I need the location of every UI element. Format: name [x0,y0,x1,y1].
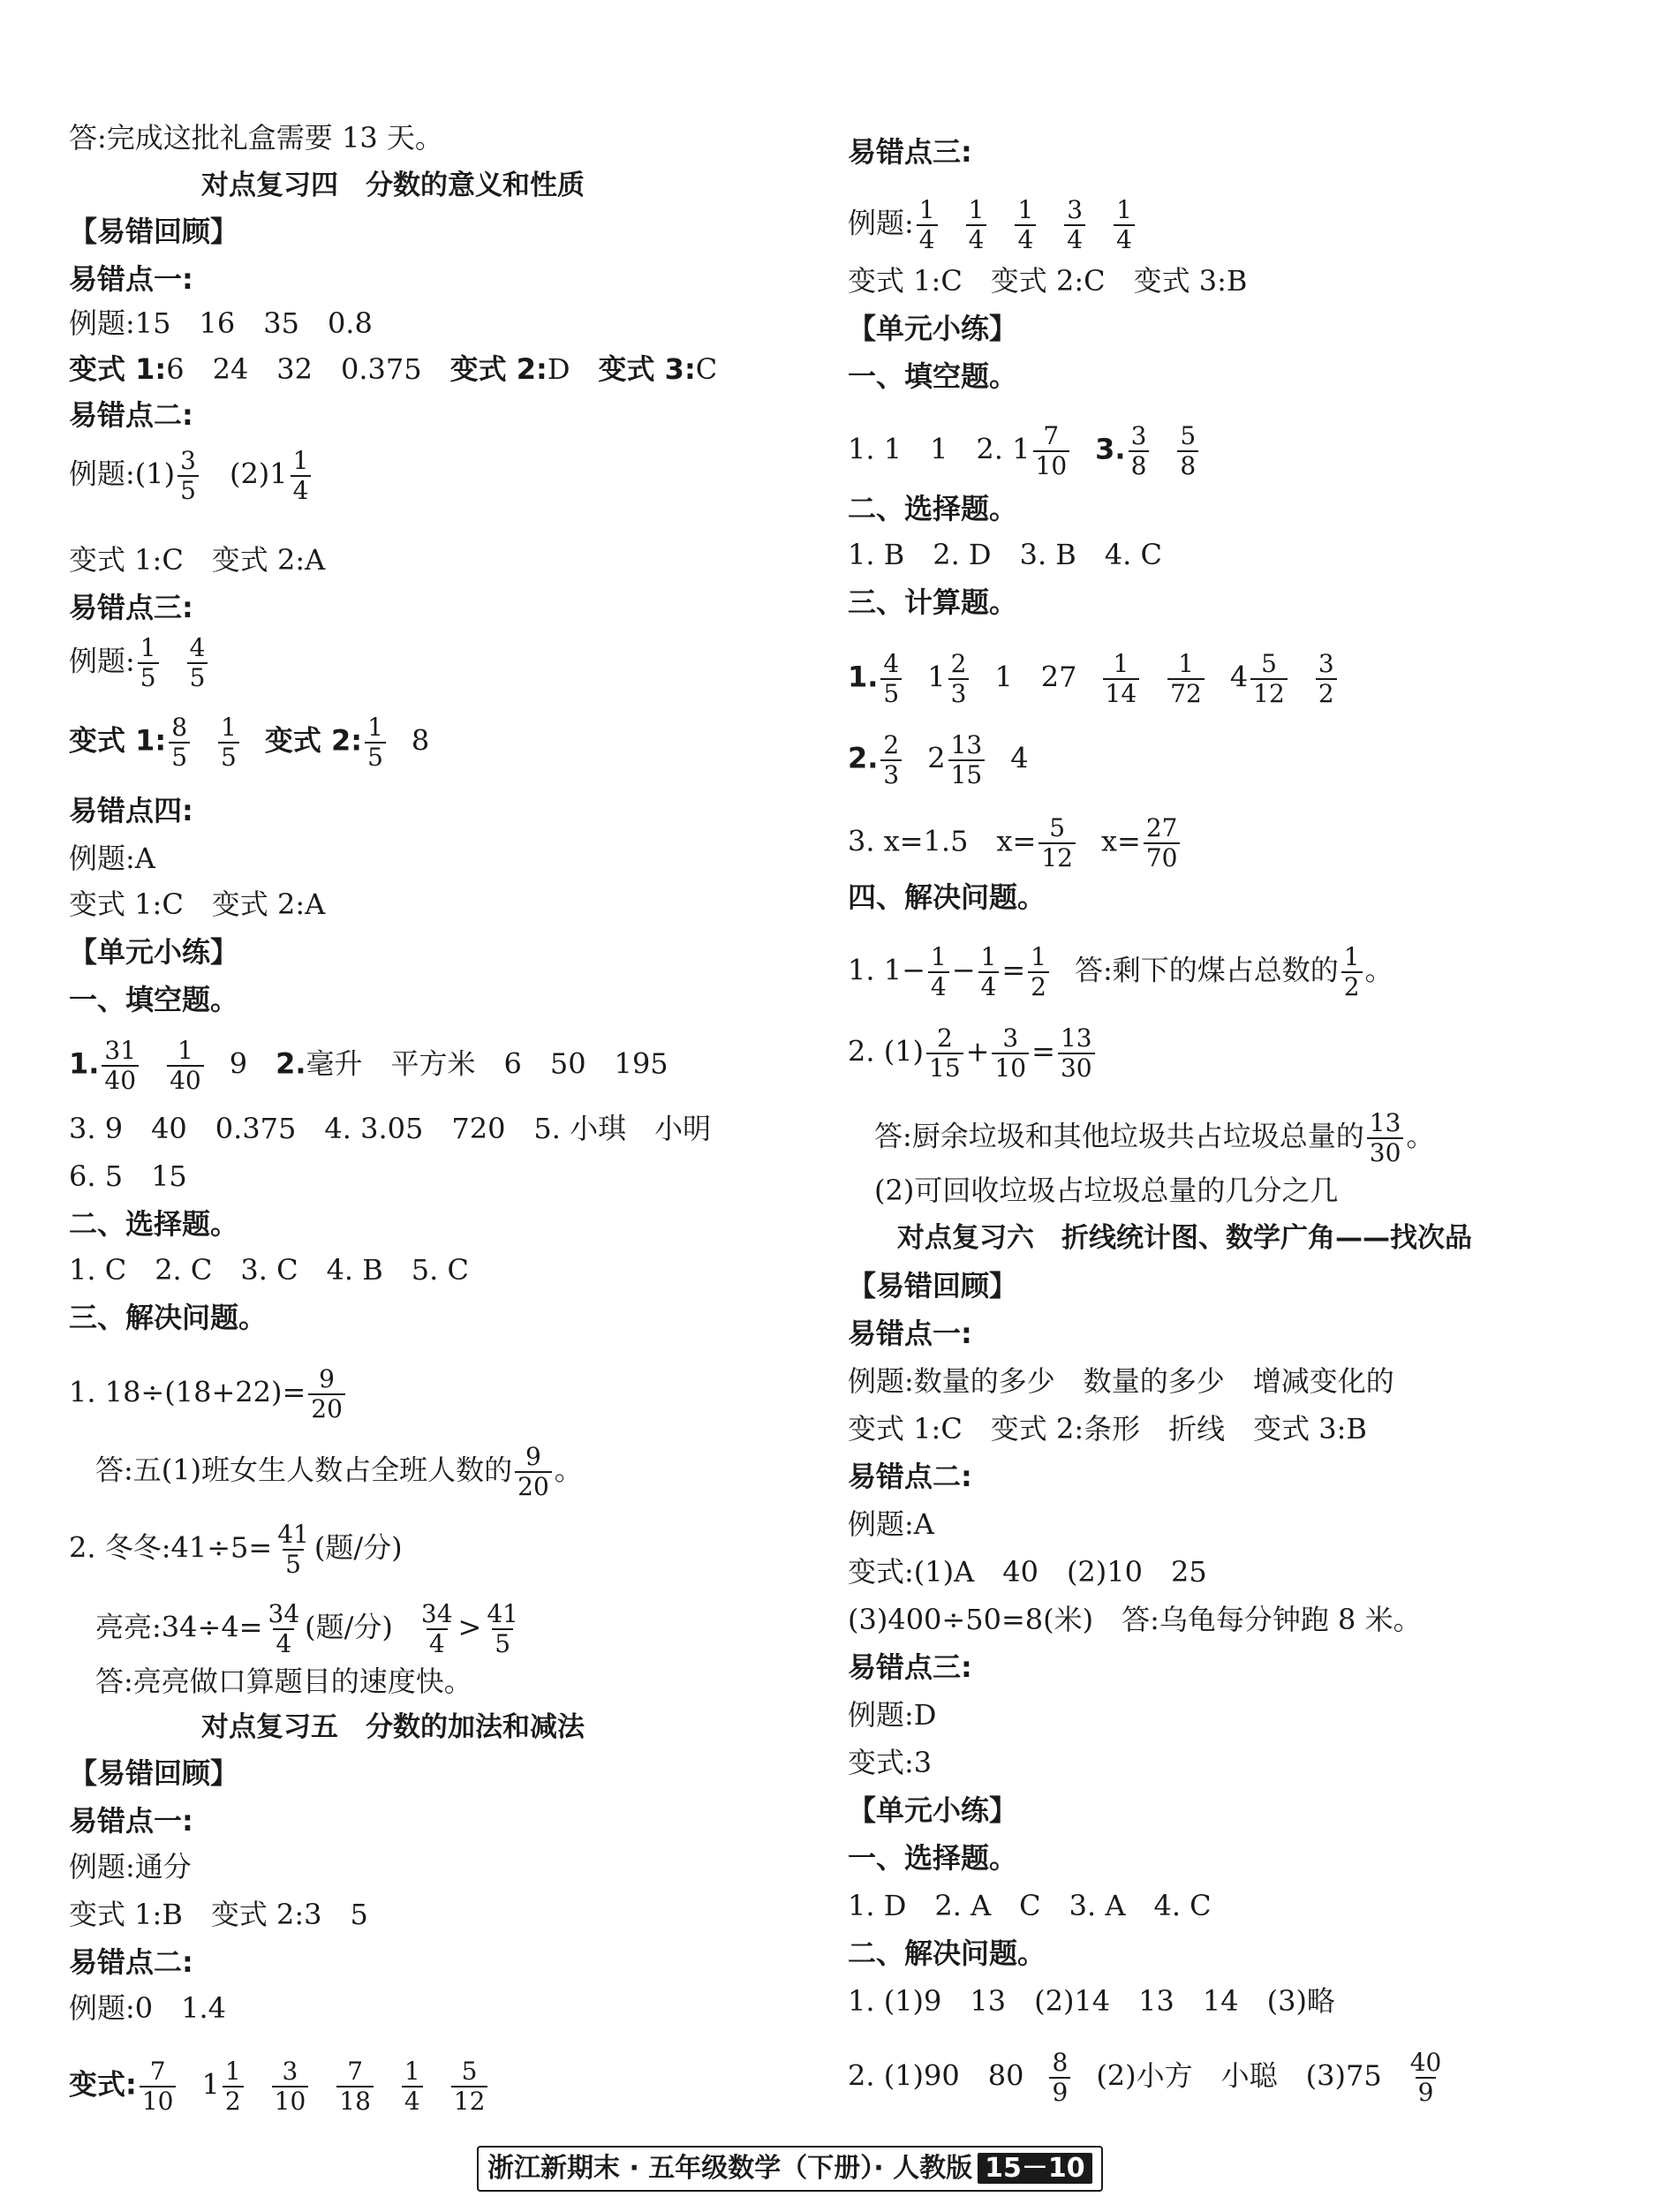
answer-line: 2. (1)90 80 $\frac{8}{9}$ (2)小方 小聪 (3)75 $\frac{40}{9}$ [848,2049,1446,2107]
answer-line: 答:五(1)班女生人数占全班人数的 $\frac{9}{20}$ 。 [95,1442,583,1501]
answer-line: 1. $\frac{4}{5}$ 1 $\frac{2}{3}$ 1 27 $\frac{1}{14}$ $\frac{1}{72}$ 4 $\frac{5}{12}$ $\frac{3}{2}$ [848,650,1340,708]
answer-line: (2)可回收垃圾占垃圾总量的几分之几 [874,1174,1339,1207]
answer-line: 1. B 2. D 3. B 4. C [848,538,1162,571]
fraction: $\frac{1}{14}$ [1103,650,1140,708]
unit-practice-heading: 【单元小练】 [69,935,239,969]
fraction: $\frac{3}{2}$ [1316,650,1337,708]
section-title-4: 对点复习四 分数的意义和性质 [201,170,585,201]
fraction: $\frac{5}{8}$ [1177,422,1198,480]
fraction: $\frac{41}{5}$ [487,1599,518,1658]
question-heading: 一、选择题。 [848,1841,1018,1875]
footer-title: 浙江新期末 · 五年级数学（下册）· 人教版 [487,2153,973,2184]
fraction: $\frac{4}{5}$ [187,634,208,692]
variant-line: 变式 1:C 变式 2:条形 折线 变式 3:B [848,1412,1367,1446]
answer-line: 答:完成这批礼盒需要 13 天。 [69,121,443,155]
question-heading: 三、计算题。 [848,585,1018,619]
fraction: $\frac{1}{4}$ [917,196,938,254]
fraction: $\frac{1}{4}$ [978,943,1000,1001]
fraction: $\frac{1}{5}$ [365,713,386,772]
fraction: $\frac{1}{2}$ [1028,943,1049,1001]
review-heading: 【易错回顾】 [69,215,239,248]
page-footer [477,2146,1103,2192]
question-heading: 一、填空题。 [848,359,1018,393]
fraction: $\frac{1}{2}$ [1341,943,1363,1001]
point-3-heading: 易错点三: [848,1650,972,1684]
fraction: $\frac{40}{9}$ [1409,2048,1442,2107]
fraction: $\frac{31}{40}$ [102,1037,139,1095]
fraction: $\frac{3}{10}$ [992,1024,1029,1083]
variant-line: 变式 1:C 变式 2:C 变式 3:B [848,264,1248,298]
unit-practice-heading: 【单元小练】 [848,312,1018,345]
answer-line: 1. D 2. A C 3. A 4. C [848,1889,1212,1922]
section-title-5: 对点复习五 分数的加法和减法 [201,1711,585,1743]
review-heading: 【易错回顾】 [848,1269,1018,1302]
fraction: $\frac{1}{2}$ [223,2057,244,2116]
answer-line: 1. $\frac{31}{40}$ $\frac{1}{40}$ 9 2.毫升 平方米 6 50 195 [69,1036,668,1095]
fraction: $\frac{7}{10}$ [140,2057,177,2116]
example-line: 例题: $\frac{1}{5}$ $\frac{4}{5}$ [69,634,210,692]
fraction: $\frac{2}{3}$ [880,731,902,789]
fraction: $\frac{13}{30}$ [1367,1109,1404,1167]
answer-line: 3. x=1.5 x= $\frac{5}{12}$ x= $\frac{27}{70}$ [848,814,1182,872]
variant-line: 变式 1:C 变式 2:A [69,543,326,577]
fraction: $\frac{1}{4}$ [928,943,949,1001]
answer-line: 亮亮:34÷4= $\frac{34}{4}$ (题/分) $\frac{34}{4}$ > $\frac{41}{5}$ [95,1600,524,1658]
fraction: $\frac{3}{5}$ [177,447,199,505]
variant-line: 变式:3 [848,1746,933,1779]
fraction: $\frac{27}{70}$ [1144,814,1181,872]
example-line: 例题:D [848,1698,937,1732]
fraction: $\frac{1}{72}$ [1167,650,1205,708]
point-2-heading: 易错点二: [69,1945,193,1979]
question-heading: 二、选择题。 [848,492,1018,525]
point-2-heading: 易错点二: [69,398,193,432]
answer-line: 1. 1 1 2. 1 $\frac{7}{10}$ 3. $\frac{3}{8}$ $\frac{5}{8}$ [848,422,1201,480]
fraction: $\frac{9}{20}$ [308,1365,345,1423]
example-line: 例题: $\frac{1}{4}$ $\frac{1}{4}$ $\frac{1}{4}$ $\frac{3}{4}$ $\frac{1}{4}$ [848,196,1137,254]
example-line: 例题:通分 [69,1850,192,1884]
variant-line: 变式 1:C 变式 2:A [69,887,326,921]
answer-line: 6. 5 15 [69,1159,187,1193]
answer-line: 1. 1− $\frac{1}{4}$ − $\frac{1}{4}$ = $\frac{1}{2}$ 答:剩下的煤占总数的 $\frac{1}{2}$ 。 [848,942,1393,1001]
fraction: $\frac{5}{12}$ [1038,814,1076,872]
question-heading: 三、解决问题。 [69,1301,268,1334]
example-line: 例题:A [848,1507,934,1541]
answer-line: 2. (1) $\frac{2}{15}$ + $\frac{3}{10}$ = $\frac{13}{30}$ [848,1024,1098,1083]
fraction: $\frac{1}{5}$ [138,634,159,692]
section-title-6: 对点复习六 折线统计图、数学广角——找次品 [897,1222,1472,1254]
fraction: $\frac{8}{5}$ [169,713,190,772]
variant-line: (3)400÷50=8(米) 答:乌龟每分钟跑 8 米。 [848,1603,1422,1636]
point-4-heading: 易错点四: [69,794,193,827]
fraction: $\frac{1}{4}$ [402,2057,423,2116]
answer-line: 答:亮亮做口算题目的速度快。 [95,1665,472,1698]
fraction: $\frac{1}{4}$ [291,447,312,505]
fraction: $\frac{1}{4}$ [1015,196,1036,254]
fraction: $\frac{34}{4}$ [268,1599,300,1658]
page-number: 15－10 [978,2153,1092,2184]
fraction: $\frac{1}{40}$ [167,1037,204,1095]
fraction: $\frac{1}{4}$ [966,196,987,254]
point-1-heading: 易错点一: [69,262,193,296]
fraction: $\frac{2}{15}$ [926,1024,963,1083]
review-heading: 【易错回顾】 [69,1756,239,1790]
unit-practice-heading: 【单元小练】 [848,1793,1018,1827]
question-heading: 二、选择题。 [69,1207,239,1241]
variant-line: 变式: $\frac{7}{10}$ 1 $\frac{1}{2}$ $\frac{3}{10}$ $\frac{7}{18}$ $\frac{1}{4}$ $\frac{5}{12}$ [69,2057,490,2116]
example-line: 例题:A [69,842,155,875]
answer-line: 3. 9 40 0.375 4. 3.05 720 5. 小琪 小明 [69,1112,712,1145]
variant-line: 变式 1:6 24 32 0.375 变式 2:D 变式 3:C [69,352,718,386]
fraction: $\frac{5}{12}$ [1250,650,1288,708]
point-1-heading: 易错点一: [69,1804,193,1838]
fraction: $\frac{34}{4}$ [420,1599,453,1658]
fraction: $\frac{7}{10}$ [1033,422,1070,480]
answer-line: 2. 冬冬:41÷5= $\frac{41}{5}$ (题/分) [69,1520,403,1579]
fraction: $\frac{1}{5}$ [218,713,239,772]
question-heading: 一、填空题。 [69,983,239,1016]
question-heading: 二、解决问题。 [848,1936,1046,1970]
fraction: $\frac{8}{9}$ [1049,2049,1070,2107]
fraction: $\frac{2}{3}$ [948,650,970,708]
fraction: $\frac{41}{5}$ [277,1520,309,1579]
point-3-heading: 易错点三: [69,591,193,624]
fraction: $\frac{3}{10}$ [272,2057,309,2116]
point-3-heading: 易错点三: [848,135,972,169]
fraction: $\frac{4}{5}$ [880,650,902,708]
fraction: $\frac{1}{4}$ [1114,196,1135,254]
fraction: $\frac{5}{12}$ [451,2057,488,2116]
example-line: 例题:0 1.4 [69,1991,227,2025]
answer-line: 1. 18÷(18+22)= $\frac{9}{20}$ [69,1365,348,1423]
answer-line: 1. (1)9 13 (2)14 13 14 (3)略 [848,1984,1335,2018]
answer-line: 1. C 2. C 3. C 4. B 5. C [69,1253,469,1287]
fraction: $\frac{3}{4}$ [1064,196,1085,254]
point-1-heading: 易错点一: [848,1317,972,1350]
fraction: $\frac{3}{8}$ [1129,422,1150,480]
variant-line: 变式 1: $\frac{8}{5}$ $\frac{1}{5}$ 变式 2: $\frac{1}{5}$ 8 [69,713,430,772]
example-line: 例题:数量的多少 数量的多少 增减变化的 [848,1364,1394,1398]
fraction: $\frac{7}{18}$ [336,2057,374,2116]
fraction: $\frac{13}{30}$ [1058,1024,1095,1083]
answer-line: 答:厨余垃圾和其他垃圾共占垃圾总量的 $\frac{13}{30}$ 。 [874,1108,1435,1167]
point-2-heading: 易错点二: [848,1460,972,1493]
variant-line: 变式:(1)A 40 (2)10 25 [848,1555,1207,1589]
question-heading: 四、解决问题。 [848,880,1046,914]
answer-line: 2. $\frac{2}{3}$ 2 $\frac{13}{15}$ 4 [848,730,1029,789]
fraction: $\frac{13}{15}$ [948,731,986,789]
example-line: 例题:(1) $\frac{3}{5}$ (2)1 $\frac{1}{4}$ [69,447,313,505]
variant-line: 变式 1:B 变式 2:3 5 [69,1898,368,1931]
fraction: $\frac{9}{20}$ [515,1443,552,1501]
example-line: 例题:15 16 35 0.8 [69,306,373,340]
